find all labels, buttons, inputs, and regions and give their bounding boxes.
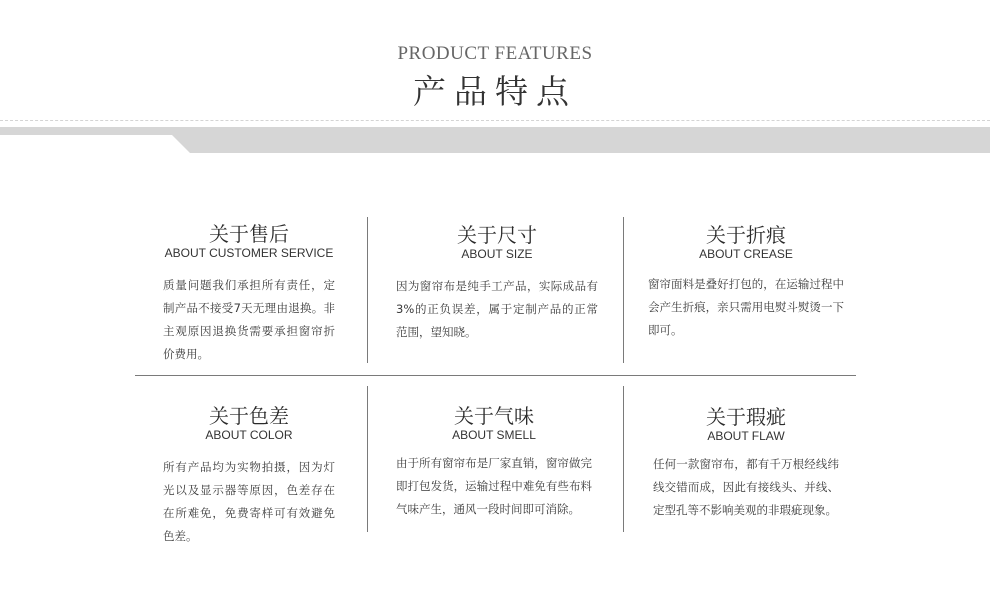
feature-subtitle: ABOUT FLAW bbox=[707, 429, 785, 443]
feature-subtitle: ABOUT CREASE bbox=[699, 247, 793, 261]
feature-subtitle: ABOUT CUSTOMER SERVICE bbox=[164, 246, 334, 260]
header-title-en: PRODUCT FEATURES bbox=[397, 43, 593, 64]
header-dashed-divider bbox=[0, 120, 990, 121]
feature-title: 关于瑕疵 bbox=[706, 405, 786, 429]
grid-vertical-separator bbox=[623, 386, 624, 532]
feature-size bbox=[396, 224, 598, 344]
grid-vertical-separator bbox=[367, 386, 368, 532]
feature-body: 窗帘面料是叠好打包的，在运输过程中会产生折痕，亲只需用电熨斗熨烫一下即可。 bbox=[648, 277, 844, 337]
feature-crease bbox=[648, 224, 844, 342]
feature-flaw bbox=[653, 406, 839, 522]
feature-title: 关于尺寸 bbox=[457, 223, 537, 247]
feature-subtitle: ABOUT SIZE bbox=[461, 247, 533, 261]
feature-title: 关于售后 bbox=[209, 222, 289, 246]
feature-smell bbox=[396, 405, 592, 521]
grid-vertical-separator bbox=[623, 217, 624, 363]
feature-title: 关于气味 bbox=[454, 404, 534, 428]
feature-body: 质量问题我们承担所有责任，定制产品不接受7天无理由退换。非主观原因退换货需要承担窗帘折价费用。 bbox=[163, 278, 335, 361]
grid-vertical-separator bbox=[367, 217, 368, 363]
feature-body: 所有产品均为实物拍摄，因为灯光以及显示器等原因，色差存在在所难免，免费寄样可有效避免色差。 bbox=[163, 460, 335, 543]
header-title-cn: 产品特点 bbox=[413, 72, 577, 111]
feature-body: 因为窗帘布是纯手工产品，实际成品有3%的正负误差，属于定制产品的正常范围，望知晓。 bbox=[396, 279, 598, 339]
feature-body: 任何一款窗帘布，都有千万根经线纬线交错而成，因此有接线头、并线、定型孔等不影响美观的非瑕疵现象。 bbox=[653, 457, 839, 517]
feature-subtitle: ABOUT COLOR bbox=[205, 428, 293, 442]
feature-title: 关于色差 bbox=[209, 404, 289, 428]
feature-subtitle: ABOUT SMELL bbox=[452, 428, 536, 442]
feature-customer-service bbox=[163, 223, 335, 366]
grid-horizontal-separator bbox=[135, 375, 856, 376]
feature-color bbox=[163, 405, 335, 548]
feature-body: 由于所有窗帘布是厂家直销，窗帘做完即打包发货，运输过程中难免有些布料气味产生，通风一段时间即可消除。 bbox=[396, 456, 592, 516]
header-gray-band bbox=[0, 127, 990, 153]
feature-title: 关于折痕 bbox=[706, 223, 786, 247]
